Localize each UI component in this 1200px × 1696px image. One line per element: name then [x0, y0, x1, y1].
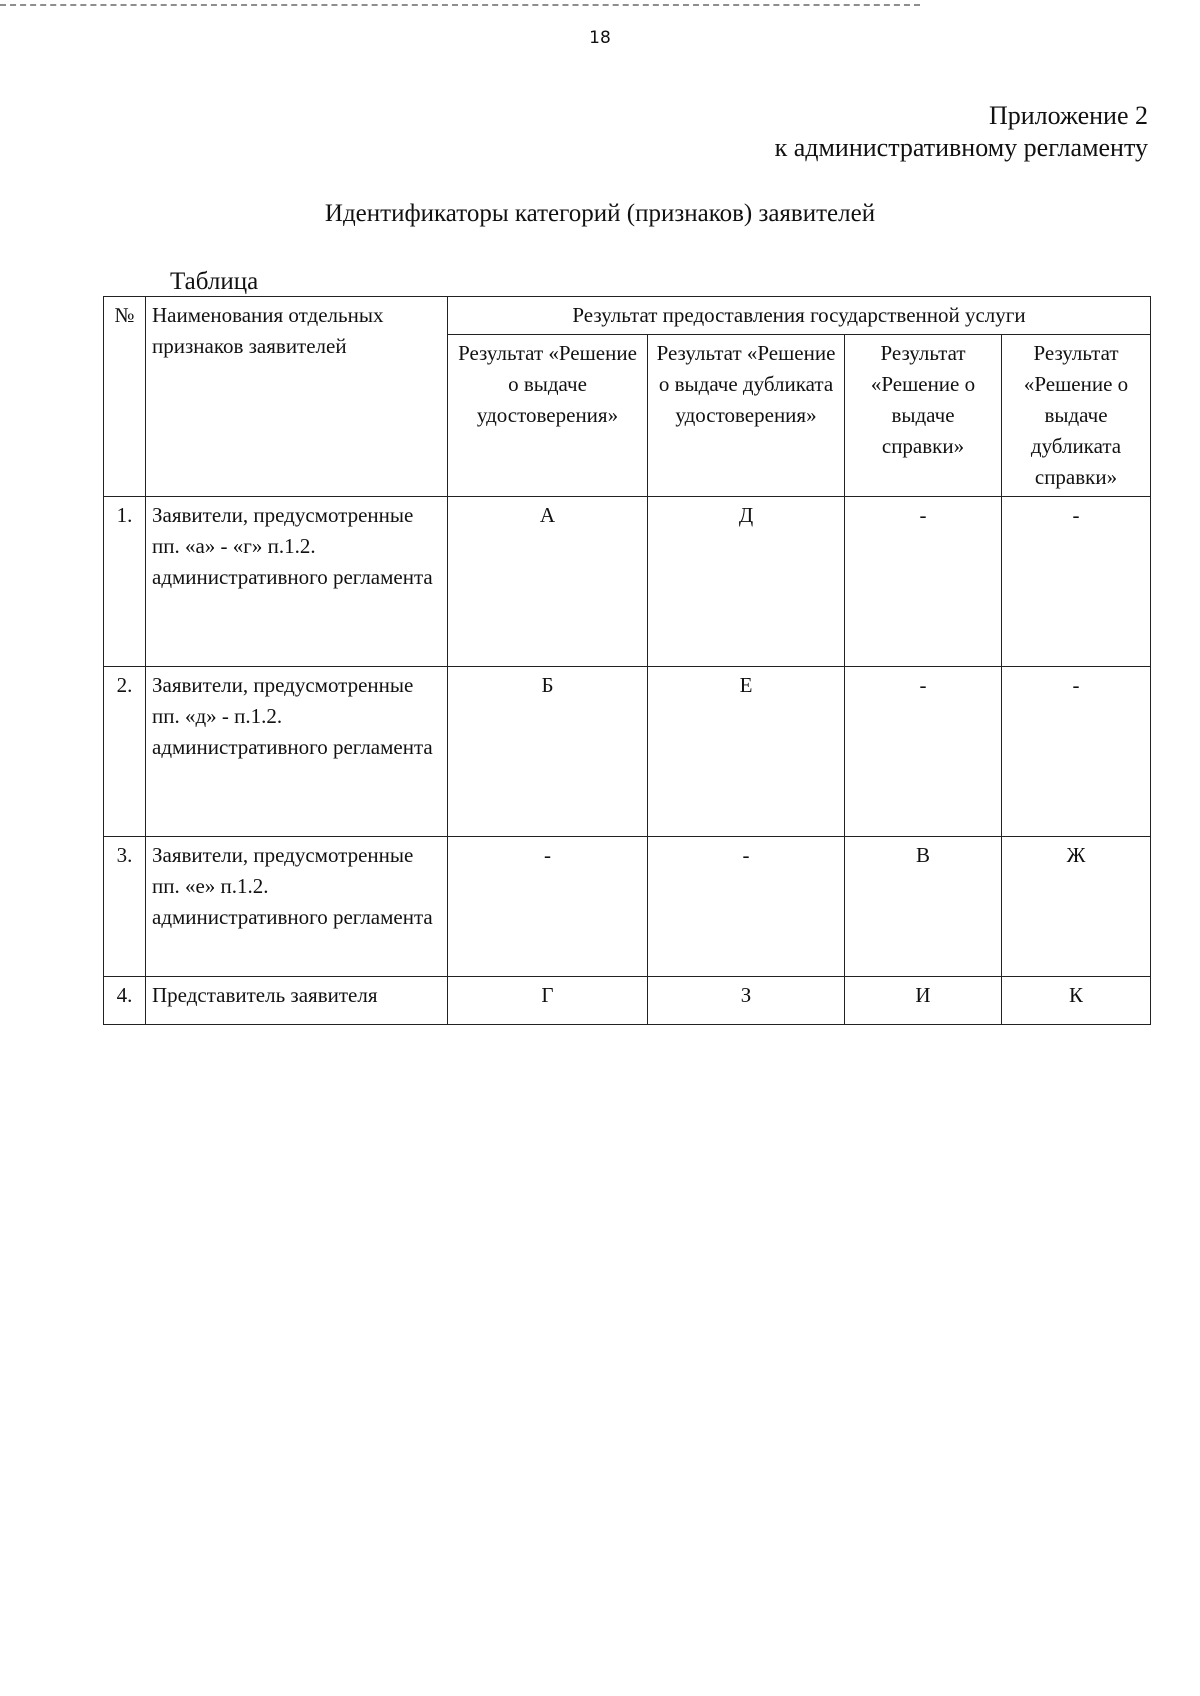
result-header-2: Результат «Решение о выдаче дубликата удостоверения» — [648, 335, 845, 497]
document-title: Идентификаторы категорий (признаков) заявителей — [324, 200, 876, 227]
row-code: З — [648, 977, 845, 1025]
result-header-1: Результат «Решение о выдаче удостоверения» — [448, 335, 648, 497]
appendix-line-1: Приложение 2 — [988, 101, 1148, 130]
row-code: Е — [648, 667, 845, 837]
table-caption: Таблица — [170, 268, 259, 295]
number-header: № — [104, 297, 146, 497]
row-code: И — [845, 977, 1002, 1025]
row-code: - — [648, 837, 845, 977]
table-row — [104, 497, 1151, 667]
identifiers-table — [103, 296, 1151, 1025]
table-row — [104, 667, 1151, 837]
row-code: - — [845, 497, 1002, 667]
row-code: В — [845, 837, 1002, 977]
row-number: 3. — [104, 837, 146, 977]
row-code: К — [1002, 977, 1151, 1025]
row-name: Заявители, предусмотренные пп. «а» - «г» п.1.2. административного регламента — [146, 497, 448, 667]
row-name: Представитель заявителя — [146, 977, 448, 1025]
row-number: 1. — [104, 497, 146, 667]
row-code: Б — [448, 667, 648, 837]
row-code: Д — [648, 497, 845, 667]
row-name: Заявители, предусмотренные пп. «е» п.1.2. административного регламента — [146, 837, 448, 977]
row-name: Заявители, предусмотренные пп. «д» - п.1.2. административного регламента — [146, 667, 448, 837]
result-header-3: Результат «Решение о выдаче справки» — [845, 335, 1002, 497]
table-row — [104, 837, 1151, 977]
page-number: 18 — [589, 28, 611, 48]
row-code: - — [448, 837, 648, 977]
row-code: - — [845, 667, 1002, 837]
result-header-4: Результат «Решение о выдаче дубликата справки» — [1002, 335, 1151, 497]
row-code: - — [1002, 667, 1151, 837]
appendix-line-2: к административному регламенту — [774, 133, 1148, 162]
row-number: 4. — [104, 977, 146, 1025]
row-code: Г — [448, 977, 648, 1025]
scan-edge-line — [0, 4, 920, 6]
row-code: - — [1002, 497, 1151, 667]
result-group-header: Результат предоставления государственной услуги — [448, 297, 1151, 335]
row-code: А — [448, 497, 648, 667]
table-row — [104, 977, 1151, 1025]
name-header: Наименования отдельных признаков заявителей — [146, 297, 448, 497]
table-header-row — [104, 297, 1151, 335]
appendix-note — [775, 100, 1148, 164]
row-code: Ж — [1002, 837, 1151, 977]
row-number: 2. — [104, 667, 146, 837]
